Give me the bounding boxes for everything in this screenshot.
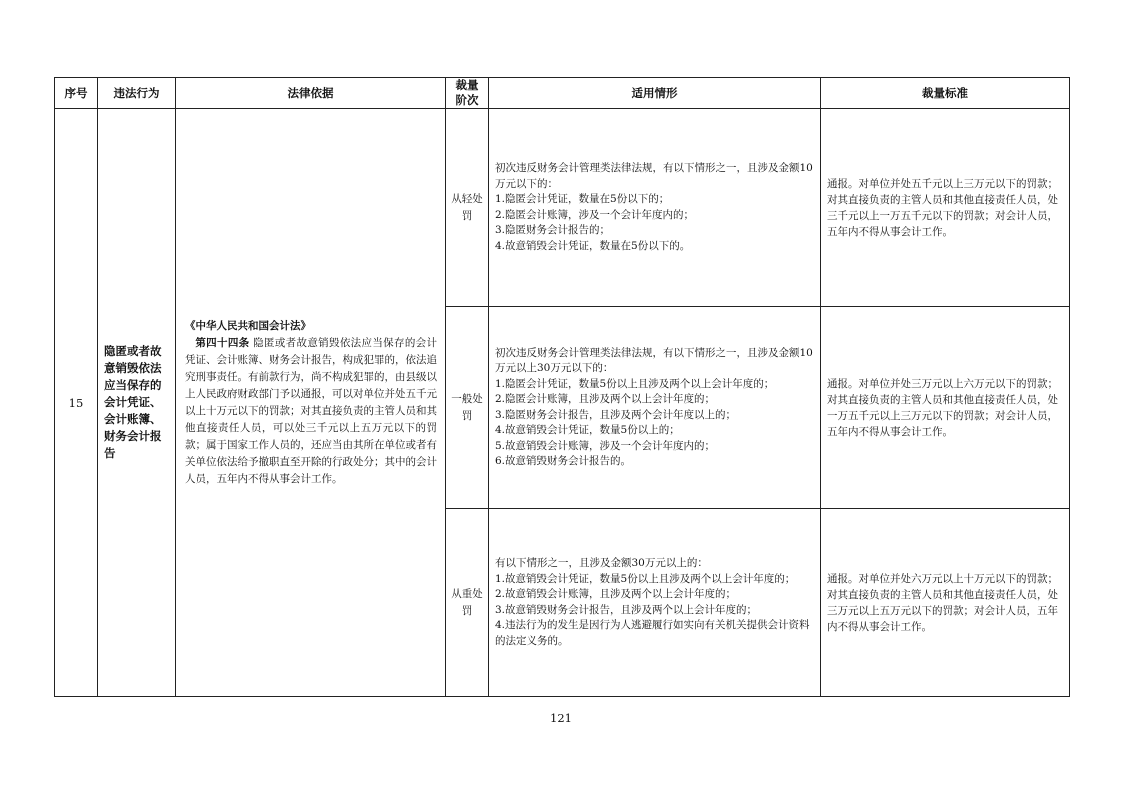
header-violation: 违法行为 bbox=[98, 78, 176, 109]
situation-line: 1.隐匿会计凭证，数量在5份以下的； bbox=[495, 193, 670, 205]
situation-line: 1.隐匿会计凭证，数量5份以上且涉及两个以上会计年度的； bbox=[495, 377, 775, 390]
page-number: 121 bbox=[550, 711, 572, 725]
situation-line: 5.故意销毁会计账簿，涉及一个会计年度内的； bbox=[495, 439, 716, 452]
situation-lenient bbox=[489, 109, 821, 307]
situation-line: 初次违反财务会计管理类法律法规，有以下情形之一，且涉及金额10万元以上30万元以下的： bbox=[495, 346, 813, 374]
situation-line: 3.故意销毁财务会计报告，且涉及两个以上会计年度的； bbox=[495, 603, 758, 616]
law-text: 隐匿或者故意销毁依法应当保存的会计凭证、会计账簿、财务会计报告，构成犯罪的，依法追究刑事责任。有前款行为，尚不构成犯罪的，由县级以上人民政府财政部门予以通报，可以对单位并处五千元以上十万元以下的罚款；对其直接负责的主管人员和其他直接责任人员，可以处三千元以上五万元以下的罚款；属于国家工作人员的，还应当由其所在单位或者有关单位依法给予撤职直至开除的行政处分；其中的会计人员，五年内不得从事会计工作。 bbox=[185, 336, 437, 485]
header-number: 序号 bbox=[55, 78, 98, 109]
situation-line: 6.故意销毁财务会计报告的。 bbox=[495, 455, 632, 467]
row-number: 15 bbox=[55, 109, 98, 697]
standard-severe: 通报。对单位并处六万元以上十万元以下的罚款；对其直接负责的主管人员和其他直接责任人员，处三万元以上五万元以下的罚款；对会计人员，五年内不得从事会计工作。 bbox=[821, 509, 1070, 697]
table-header-row bbox=[55, 78, 1070, 109]
level-general: 一般处罚 bbox=[446, 307, 489, 509]
situation-line: 有以下情形之一，且涉及金额30万元以上的： bbox=[495, 557, 708, 569]
legal-basis bbox=[176, 109, 446, 697]
situation-line: 4.故意销毁会计凭证，数量在5份以下的。 bbox=[495, 239, 691, 252]
situation-line: 2.隐匿会计账簿，且涉及两个以上会计年度的； bbox=[495, 393, 716, 405]
situation-line: 4.故意销毁会计凭证，数量5份以上的； bbox=[495, 424, 680, 436]
situation-general bbox=[489, 307, 821, 509]
level-severe: 从重处罚 bbox=[446, 509, 489, 697]
level-lenient: 从轻处罚 bbox=[446, 109, 489, 307]
situation-line: 初次违反财务会计管理类法律法规，有以下情形之一，且涉及金额10万元以下的： bbox=[495, 162, 813, 190]
law-title: 《中华人民共和国会计法》 bbox=[185, 319, 311, 332]
discretion-standard-table bbox=[54, 77, 1070, 697]
header-situation: 适用情形 bbox=[489, 78, 821, 109]
situation-line: 2.故意销毁会计账簿，且涉及两个以上会计年度的； bbox=[495, 588, 737, 600]
situation-line: 2.隐匿会计账簿，涉及一个会计年度内的； bbox=[495, 208, 695, 221]
header-level: 裁量阶次 bbox=[446, 78, 489, 109]
standard-lenient: 通报。对单位并处五千元以上三万元以下的罚款；对其直接负责的主管人员和其他直接责任人员，处三千元以上一万五千元以下的罚款；对会计人员，五年内不得从事会计工作。 bbox=[821, 109, 1070, 307]
situation-line: 3.隐匿财务会计报告的； bbox=[495, 224, 611, 236]
standard-general: 通报。对单位并处三万元以上六万元以下的罚款；对其直接负责的主管人员和其他直接责任人员，处一万五千元以上三万元以下的罚款；对会计人员，五年内不得从事会计工作。 bbox=[821, 307, 1070, 509]
header-legal-basis: 法律依据 bbox=[176, 78, 446, 109]
violation-description: 隐匿或者故意销毁依法应当保存的会计凭证、会计账簿、财务会计报告 bbox=[98, 109, 176, 697]
situation-line: 3.隐匿财务会计报告，且涉及两个会计年度以上的； bbox=[495, 408, 737, 421]
situation-severe bbox=[489, 509, 821, 697]
law-article: 第四十四条 bbox=[195, 336, 250, 349]
situation-line: 4.违法行为的发生是因行为人逃避履行如实向有关机关提供会计资料的法定义务的。 bbox=[495, 619, 810, 647]
situation-line: 1.故意销毁会计凭证，数量5份以上且涉及两个以上会计年度的； bbox=[495, 572, 796, 585]
table-row bbox=[55, 109, 1070, 307]
header-standard: 裁量标准 bbox=[821, 78, 1070, 109]
